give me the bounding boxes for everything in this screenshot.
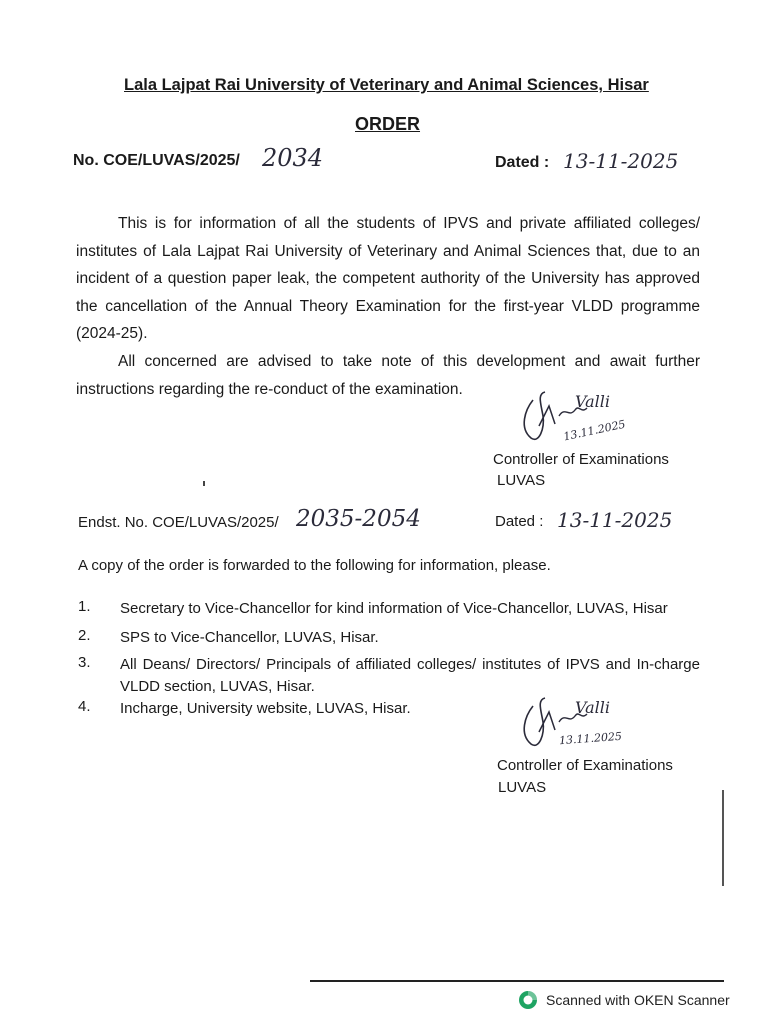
endorsement-number-handwritten: 2035-2054 xyxy=(296,506,421,532)
signature-1-initials: Valli xyxy=(575,392,610,411)
scan-mark xyxy=(203,481,205,486)
signature-2-date: 13.11.2025 xyxy=(558,729,623,748)
endorsement-number-label: Endst. No. COE/LUVAS/2025/ xyxy=(78,514,279,531)
scanner-watermark xyxy=(518,990,730,1010)
signature-1-org: LUVAS xyxy=(497,472,546,489)
signature-1-designation: Controller of Examinations xyxy=(493,451,669,468)
list-item-text: Incharge, University website, LUVAS, Hisar. xyxy=(120,700,411,717)
signature-1-date: 13.11.2025 xyxy=(562,417,627,444)
order-title: ORDER xyxy=(355,114,421,134)
endorsement-dated-handwritten: 13-11-2025 xyxy=(557,508,673,532)
university-name: Lala Lajpat Rai University of Veterinary and Animal Sciences, Hisar xyxy=(124,76,649,94)
scanner-text: Scanned with OKEN Scanner xyxy=(546,992,730,1008)
list-item-number: 2. xyxy=(78,627,91,644)
signature-1 xyxy=(515,388,645,450)
list-item-number: 1. xyxy=(78,598,91,615)
list-item-number: 3. xyxy=(78,654,91,671)
signature-2-initials: Valli xyxy=(575,698,610,717)
signature-2 xyxy=(515,694,645,756)
order-number-label: No. COE/LUVAS/2025/ xyxy=(73,152,240,169)
order-dated-label: Dated : xyxy=(495,154,550,171)
copy-note: A copy of the order is forwarded to the following for information, please. xyxy=(78,557,551,574)
list-item-number: 4. xyxy=(78,698,91,715)
order-number-handwritten: 2034 xyxy=(262,144,324,172)
scan-edge-line xyxy=(722,790,724,886)
oken-logo-icon xyxy=(518,990,538,1010)
order-dated-handwritten: 13-11-2025 xyxy=(563,149,679,173)
order-paragraph-1 xyxy=(76,210,700,348)
paragraph-2-text: All concerned are advised to take note of this development and await further instructions regarding the re-conduct of the examination. xyxy=(76,353,700,398)
list-item-text: All Deans/ Directors/ Principals of affiliated colleges/ institutes of IPVS and In-charge VLDD section, LUVAS, Hisar. xyxy=(120,656,700,695)
list-item-text: SPS to Vice-Chancellor, LUVAS, Hisar. xyxy=(120,629,379,646)
endorsement-dated-label: Dated : xyxy=(495,513,544,530)
list-item-text: Secretary to Vice-Chancellor for kind information of Vice-Chancellor, LUVAS, Hisar xyxy=(120,600,668,617)
order-number xyxy=(73,152,240,170)
bottom-rule xyxy=(310,980,724,982)
paragraph-1-text: This is for information of all the students of IPVS and private affiliated colleges/ institutes of Lala Lajpat Rai University of Veterinary and Animal Sciences that, due to an incident of a question paper leak, the competent authority of the University has approved the cancellation of the Annual Theory Examination for the first-year VLDD programme (2024-25). xyxy=(76,215,700,342)
signature-2-org: LUVAS xyxy=(498,779,547,796)
signature-2-designation: Controller of Examinations xyxy=(497,757,673,774)
